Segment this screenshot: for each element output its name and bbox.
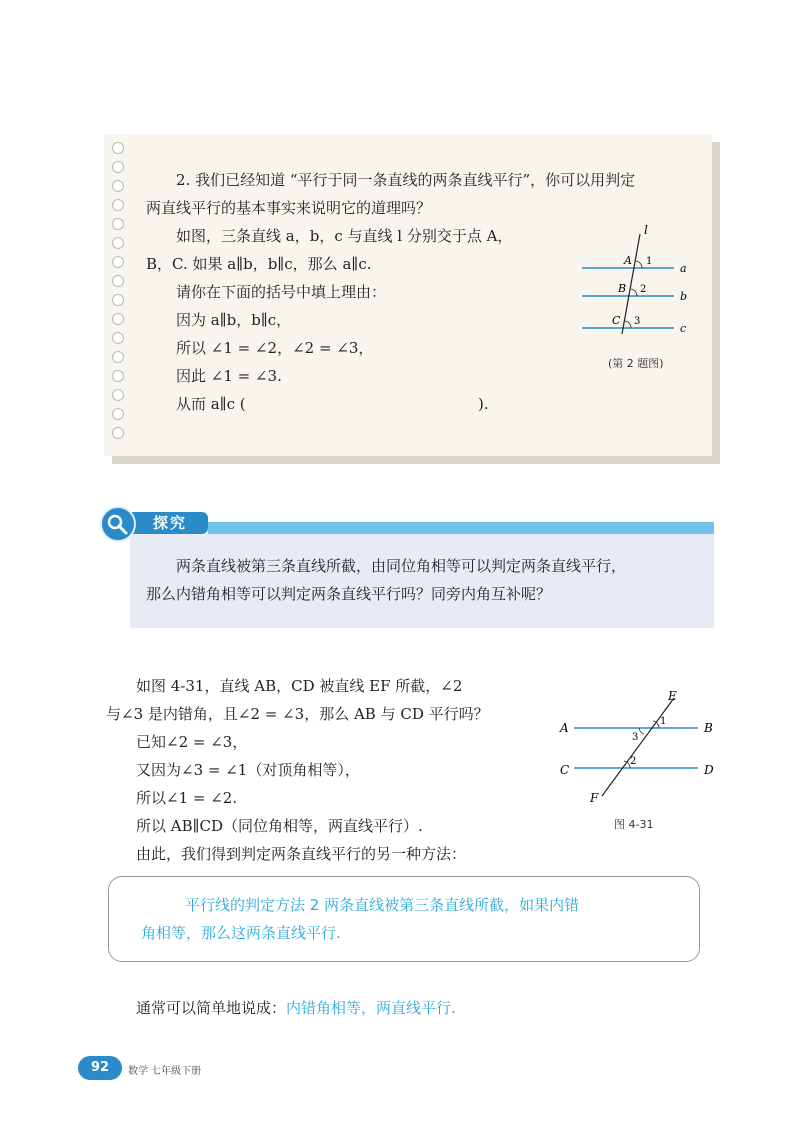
exercise-intro-line1: 如图，三条直线 a，b，c 与直线 l 分别交于点 A， [176, 227, 513, 245]
explore-tag: 探究 [132, 512, 208, 534]
explore-line1: 两条直线被第三条直线所截，由同位角相等可以判定两条直线平行， [176, 557, 627, 575]
notebook-ring [112, 294, 124, 306]
method-box [108, 876, 700, 962]
body-line3: 已知∠2 = ∠3， [136, 733, 248, 751]
notebook-ring [112, 351, 124, 363]
label-c: c [680, 322, 687, 334]
notebook-ring [112, 332, 124, 344]
exercise-figure [574, 224, 704, 334]
notebook-ring [112, 256, 124, 268]
notebook-ring [112, 180, 124, 192]
label-e: E [668, 689, 677, 703]
body-line2: 与∠3 是内错角，且∠2 = ∠3，那么 AB 与 CD 平行吗？ [106, 705, 489, 723]
label-angle-1: 1 [660, 716, 667, 727]
exercise-step-4-prefix: 从而 a∥c ( [176, 395, 246, 413]
body-line4: 又因为∠3 = ∠1（对顶角相等）， [136, 761, 360, 779]
explore-content-box [130, 534, 714, 628]
label-a: a [680, 262, 687, 275]
notebook-ring [112, 313, 124, 325]
body-line1: 如图 4-31，直线 AB，CD 被直线 EF 所截，∠2 [136, 677, 463, 695]
explore-header-bar [208, 522, 714, 534]
angle-3-arc [625, 321, 631, 328]
exercise-question-line1: 2. 我们已经知道 “平行于同一条直线的两条直线平行”，你可以用判定 [176, 171, 636, 189]
label-point-a: A [624, 254, 632, 267]
method-line2: 角相等，那么这两条直线平行. [141, 924, 341, 942]
notebook-ring [112, 199, 124, 211]
exercise-step-4-suffix: ). [478, 395, 489, 413]
exercise-step-1: 因为 a∥b，b∥c， [176, 311, 292, 329]
angle-3-arc [639, 728, 644, 734]
summary-prefix: 通常可以简单地说成： [136, 999, 287, 1017]
notebook-ring [112, 427, 124, 439]
exercise-instruction: 请你在下面的括号中填上理由： [176, 283, 387, 301]
figure-4-31 [554, 688, 734, 808]
label-b: b [680, 290, 688, 303]
exercise-intro-line2: B，C. 如果 a∥b，b∥c，那么 a∥c. [146, 255, 372, 273]
notebook-ring [112, 275, 124, 287]
page-number-badge: 92 [78, 1056, 122, 1080]
angle-2-arc [631, 289, 637, 296]
exercise-figure-caption: (第 2 题图) [608, 357, 664, 370]
label-point-c: C [612, 314, 621, 327]
label-c: C [560, 763, 570, 777]
exercise-step-3: 因此 ∠1 = ∠3. [176, 367, 282, 385]
notebook-ring [112, 408, 124, 420]
figure-4-31-caption: 图 4-31 [614, 818, 654, 831]
exercise-question-line2: 两直线平行的基本事实来说明它的道理吗？ [146, 199, 432, 217]
label-angle-1: 1 [646, 256, 653, 267]
label-a: A [560, 721, 569, 735]
label-l: l [644, 224, 648, 237]
notebook-ring [112, 389, 124, 401]
body-line7: 由此，我们得到判定两条直线平行的另一种方法： [136, 845, 467, 863]
label-angle-3: 3 [634, 316, 641, 327]
answer-blank[interactable] [276, 394, 476, 414]
label-b: B [704, 721, 713, 735]
angle-1-arc [636, 261, 642, 268]
label-angle-2: 2 [630, 756, 637, 767]
exercise-panel [104, 134, 712, 456]
notebook-ring [112, 237, 124, 249]
body-line6: 所以 AB∥CD（同位角相等，两直线平行）. [136, 817, 423, 835]
label-angle-2: 2 [640, 284, 647, 295]
explore-line2: 那么内错角相等可以判定两条直线平行吗？同旁内角互补呢？ [146, 585, 552, 603]
notebook-ring [112, 142, 124, 154]
notebook-ring [112, 218, 124, 230]
label-d: D [704, 763, 714, 777]
exercise-step-2: 所以 ∠1 = ∠2，∠2 = ∠3， [176, 339, 374, 357]
label-point-b: B [618, 282, 627, 295]
line-ef [602, 698, 674, 796]
body-line5: 所以∠1 = ∠2. [136, 789, 238, 807]
footer-book-title: 数学 七年级下册 [128, 1066, 202, 1077]
label-f: F [590, 791, 599, 805]
summary-line [136, 998, 456, 1018]
summary-highlight: 内错角相等，两直线平行. [286, 999, 456, 1017]
notebook-ring [112, 161, 124, 173]
method-line1: 平行线的判定方法 2 两条直线被第三条直线所截，如果内错 [185, 896, 580, 914]
label-angle-3: 3 [632, 732, 639, 743]
notebook-ring [112, 370, 124, 382]
